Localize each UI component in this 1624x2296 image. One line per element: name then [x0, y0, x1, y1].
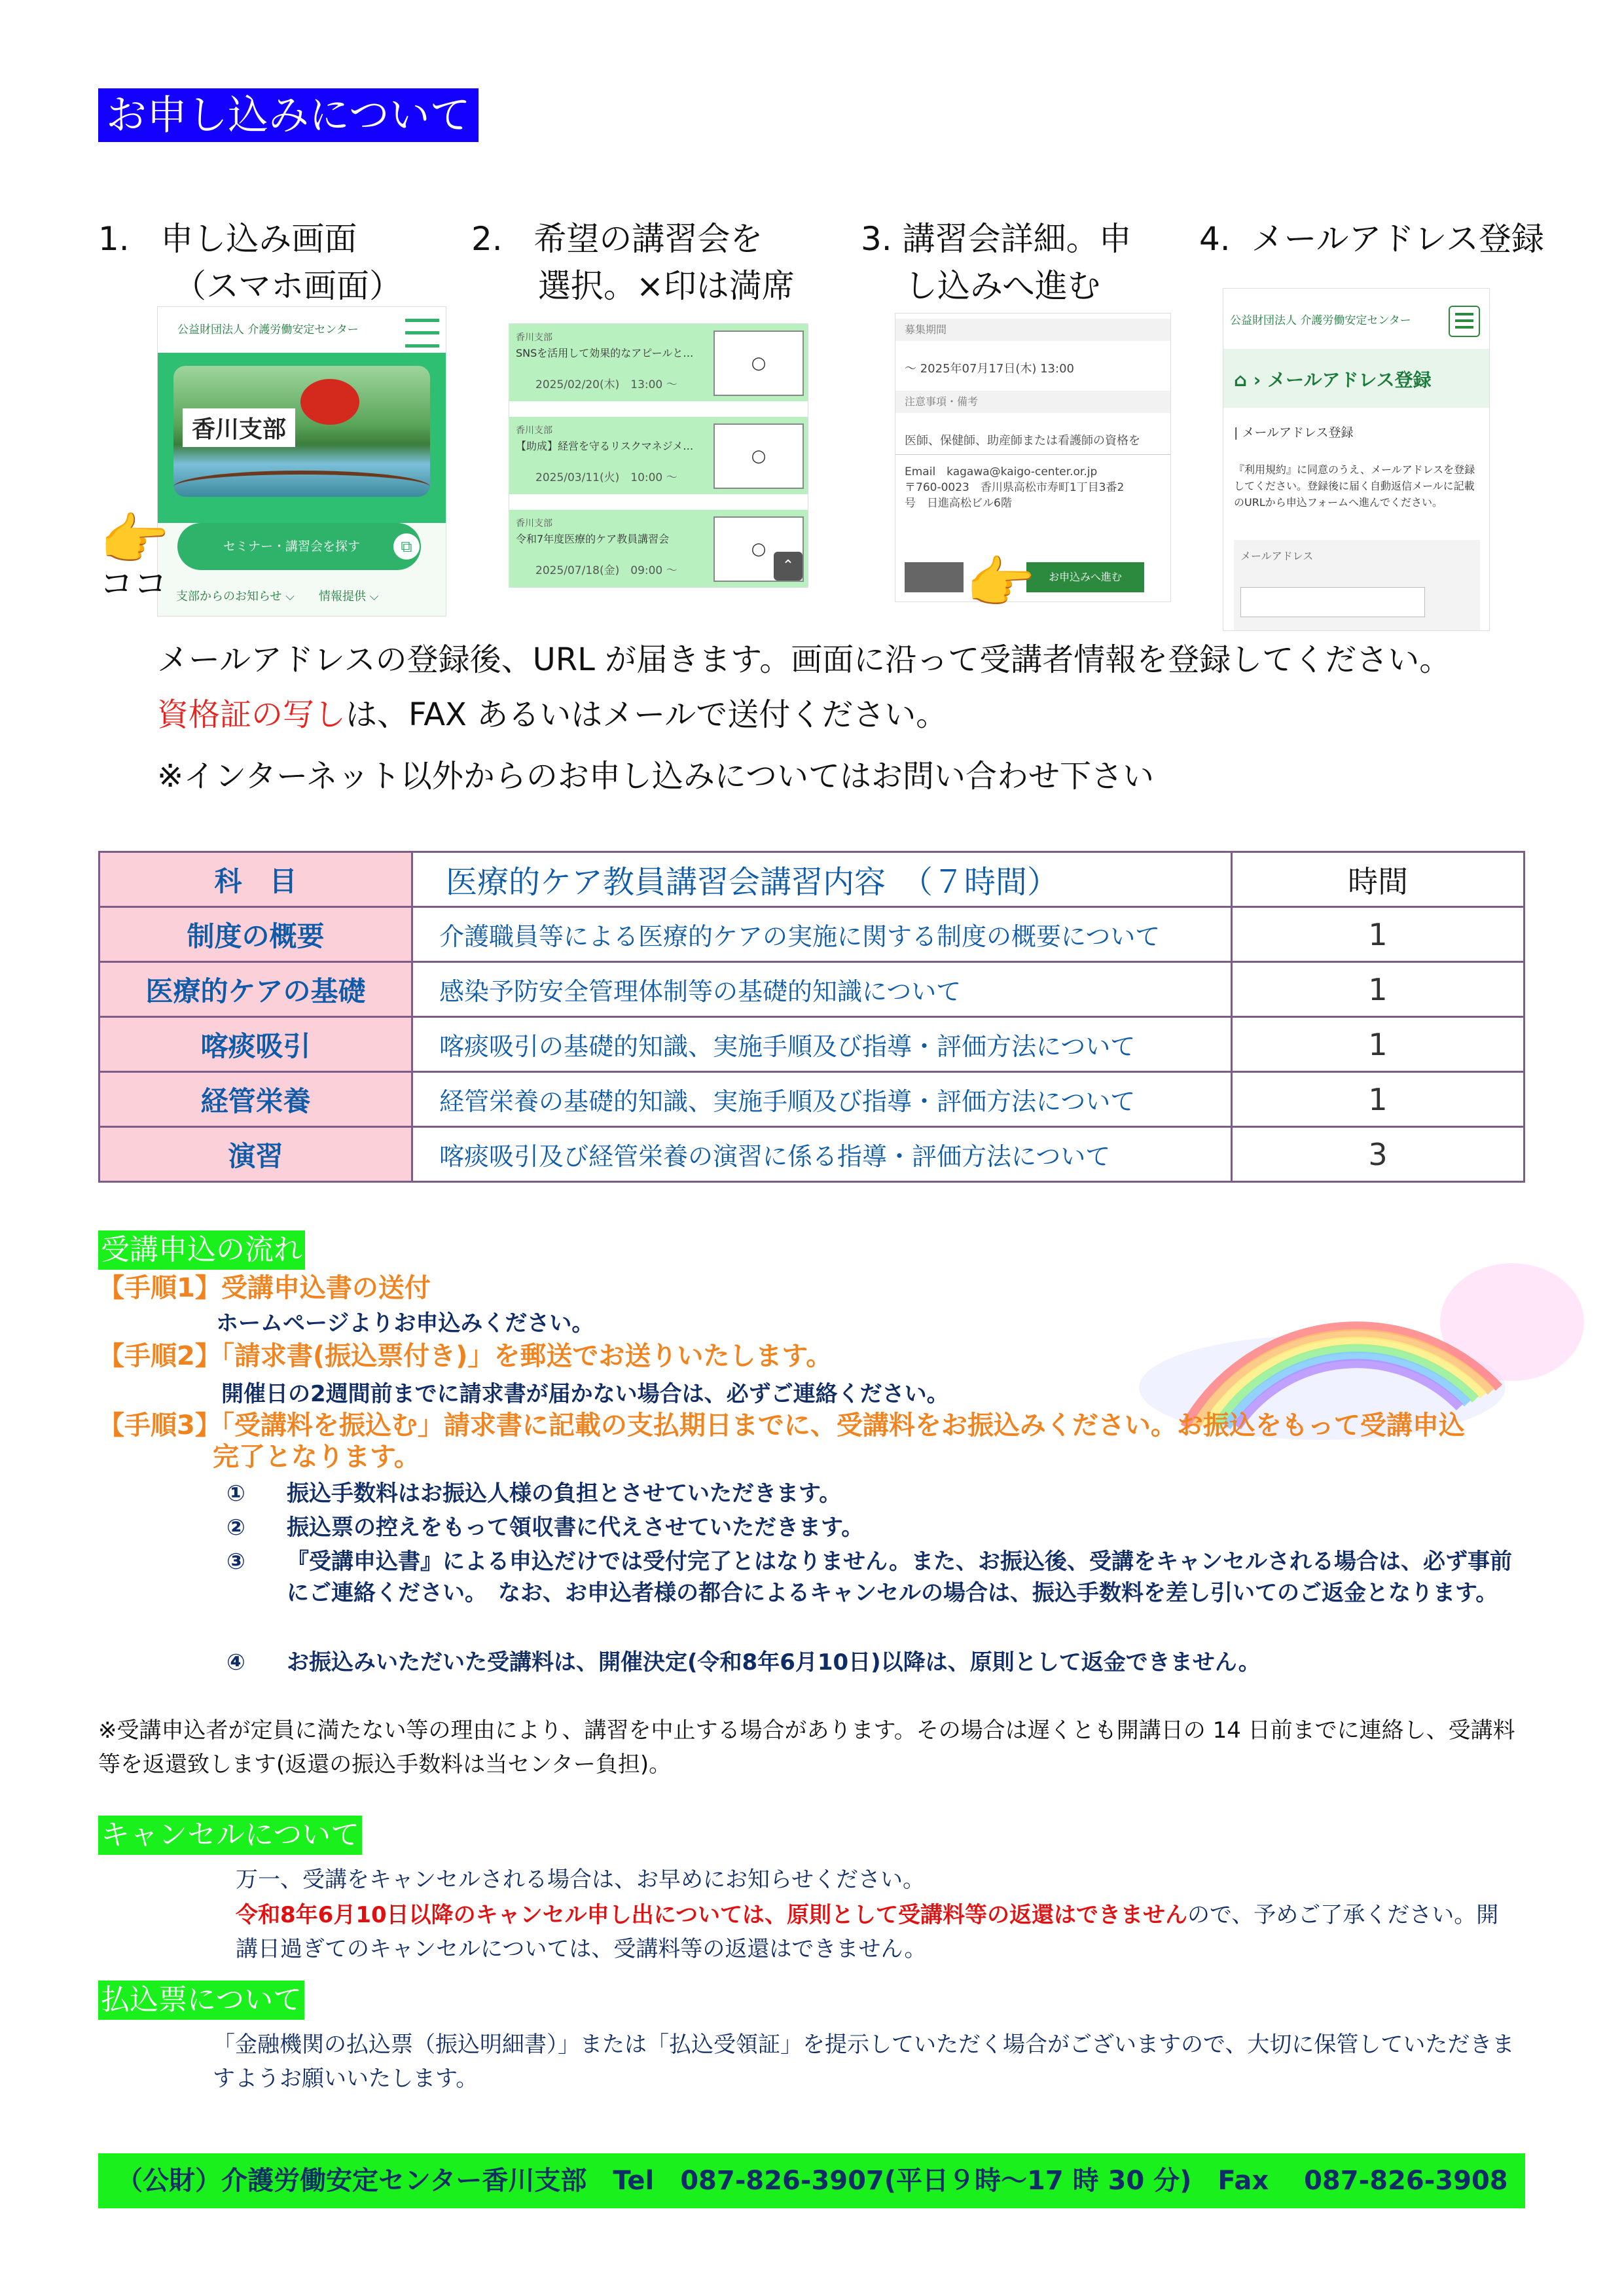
email-heading: ⌂ › メールアドレス登録: [1234, 369, 1432, 391]
step-number: 1.: [98, 220, 130, 258]
flow-item-mark: ③: [226, 1549, 245, 1575]
email-input[interactable]: [1240, 587, 1425, 617]
table-row: [99, 1017, 1525, 1072]
card-branch: 香川支部: [516, 332, 552, 343]
availability-mark: ○: [713, 423, 804, 489]
step-number: 3.: [861, 220, 892, 258]
flow-step-3: 【手順3】「受講料を振込む」請求書に記載の支払期日までに、受講料をお振込みください。お振込をもって受講申込: [98, 1410, 1465, 1441]
koko-label: ココ: [99, 565, 168, 604]
course-card[interactable]: [509, 324, 808, 401]
table-row: [99, 1127, 1525, 1182]
email-field-label: メールアドレス: [1240, 550, 1314, 562]
step-3-label-line2: し込みへ進む: [905, 267, 1100, 305]
flow-item-text: お振込みいただいた受講料は、開催決定(令和8年6月10日)以降は、原則として返金できません。: [287, 1649, 1261, 1676]
heading-text: メールアドレス登録: [1267, 369, 1432, 391]
row-subject: 喀痰吸引: [99, 1017, 412, 1072]
flow-item-text: 振込票の控えをもって領収書に代えさせていただきます。: [287, 1515, 864, 1541]
row-content: 介護職員等による医療的ケアの実施に関する制度の概要について: [412, 907, 1232, 962]
contact-line: 〒760-0023 香川県高松市寿町1丁目3番2: [905, 481, 1125, 494]
flow-step-2: 【手順2】「請求書(振込票付き)」を郵送でお送りいたします。: [98, 1341, 833, 1371]
step-4-label: [1199, 215, 1544, 263]
row-hours: 1: [1232, 907, 1525, 962]
instruction-line-1: メールアドレスの登録後、URL が届きます。画面に沿って受講者情報を登録してください。: [157, 641, 1451, 678]
link-text: 支部からのお知らせ: [176, 590, 282, 603]
card-name: 令和7年度医療的ケア教員講習会: [516, 533, 670, 545]
table-header-row: [99, 852, 1525, 907]
step-number: 2.: [471, 220, 503, 258]
info-link[interactable]: 情報提供 ⌵: [319, 590, 379, 603]
cancel-line-1: 万一、受講をキャンセルされる場合は、お早めにお知らせください。: [236, 1867, 925, 1893]
row-subject: 演習: [99, 1127, 412, 1182]
row-subject: 経管栄養: [99, 1072, 412, 1127]
card-name: SNSを活用して効果的なアピールと…: [516, 347, 694, 359]
org-logo-text: 公益財団法人 介護労働安定センター: [177, 323, 359, 336]
field-label: 注意事項・備考: [895, 391, 1171, 413]
page-title: お申し込みについて: [98, 88, 478, 142]
step-line: 講習会詳細。申: [902, 220, 1132, 258]
footer-text: （公財）介護労働安定センター香川支部 Tel 087-826-3907(平日９時～17 時 30 分) Fax 087-826-3908: [117, 2166, 1508, 2196]
table-row: [99, 907, 1525, 962]
card-branch: 香川支部: [516, 518, 552, 529]
scroll-top-icon[interactable]: ⌃: [774, 552, 803, 581]
step-2-label-line2: 選択。×印は満席: [538, 267, 795, 305]
email-instructions: 『利用規約』に同意のうえ、メールアドレスを登録してください。登録後に届く自動返信メールに記載のURLから申込フォームへ進んでください。: [1234, 463, 1475, 509]
row-subject: 医療的ケアの基礎: [99, 962, 412, 1017]
step-number: 4.: [1199, 220, 1231, 258]
row-content: 喀痰吸引及び経管栄養の演習に係る指導・評価方法について: [412, 1127, 1232, 1182]
field-value: ～ 2025年07月17日(木) 13:00: [905, 362, 1074, 376]
step-line: 申し込み画面: [160, 220, 357, 258]
card-date: 2025/07/18(金) 09:00 ～: [535, 564, 677, 577]
flow-item-text: 『受講申込書』による申込だけでは受付完了とはなりません。また、お振込後、受講をキャンセルされる場合は、必ず事前にご連絡ください。 なお、お申込者様の都合によるキャンセルの場合は、振込手数料を差し引いてのご返金となります。: [287, 1549, 1513, 1606]
flow-step-1: 【手順1】受講申込書の送付: [98, 1273, 431, 1303]
step-line: メールアドレス登録: [1251, 220, 1545, 258]
row-content: 経管栄養の基礎的知識、実施手順及び指導・評価方法について: [412, 1072, 1232, 1127]
slip-text: 「金融機関の払込票（振込明細書）」または「払込受領証」を提示していただく場合がございますので、大切に保管していただきますようお願いいたします。: [213, 2032, 1515, 2092]
flow-item-mark: ④: [226, 1649, 245, 1676]
cancel-policy: [236, 1898, 1519, 1966]
field-label: 募集期間: [895, 319, 1171, 341]
pointing-hand-icon: 👉: [99, 507, 170, 573]
course-table: [98, 851, 1525, 1183]
step-1-label-line2: （スマホ画面）: [173, 267, 402, 305]
org-logo-text: 公益財団法人 介護労働安定センター: [1230, 314, 1411, 327]
cancel-policy-red: 令和8年6月10日以降のキャンセル申し出については、原則として受講料等の返還はできません: [236, 1902, 1187, 1928]
step-line: 希望の講習会を: [533, 220, 763, 258]
row-subject: 制度の概要: [99, 907, 412, 962]
apply-button[interactable]: お申込みへ進む: [1026, 562, 1144, 592]
link-text: 情報提供: [319, 590, 366, 603]
hamburger-menu-icon[interactable]: [405, 319, 439, 348]
screenshot-course-list: [509, 323, 808, 588]
cancel-policy-rest: ので、予めご了承ください。開講日過ぎてのキャンセルについては、受講料等の返還はできません。: [236, 1902, 1499, 1962]
row-hours: 1: [1232, 1072, 1525, 1127]
flow-step-3-cont: 完了となります。: [213, 1442, 420, 1472]
slip-heading: 払込票について: [98, 1981, 304, 2020]
bridge-shape: [173, 471, 430, 503]
screenshot-email-register: [1223, 288, 1490, 631]
course-card[interactable]: [509, 417, 808, 494]
row-content: 感染予防安全管理体制等の基礎的知識について: [412, 962, 1232, 1017]
instruction-line-3: ※インターネット以外からのお申し込みについてはお問い合わせ下さい: [157, 758, 1154, 795]
table-row: [99, 962, 1525, 1017]
branch-name-label: 香川支部: [183, 408, 295, 447]
row-content: 喀痰吸引の基礎的知識、実施手順及び指導・評価方法について: [412, 1017, 1232, 1072]
step-3-label: [861, 215, 1132, 263]
pointing-hand-icon: 👉: [965, 550, 1036, 616]
row-hours: 1: [1232, 1017, 1525, 1072]
step-2-label: [471, 215, 763, 263]
hamburger-menu-icon[interactable]: [1449, 306, 1480, 337]
flow-step-1-note: ホームページよりお申込みください。: [216, 1310, 594, 1336]
field-value: 医師、保健師、助産師または看護師の資格を: [905, 434, 1140, 448]
header-subject: 科 目: [99, 852, 412, 907]
external-link-icon: ⧉: [393, 533, 420, 560]
cancellation-note: ※受講申込者が定員に満たない等の理由により、講習を中止する場合があります。その場合は遅くとも開講日の 14 日前までに連絡し、受講料等を返還致します(返還の振込手数料は当センター負担)。: [98, 1717, 1515, 1778]
flow-item-mark: ②: [226, 1515, 245, 1541]
contact-line: Email kagawa@kaigo-center.or.jp: [905, 465, 1098, 478]
card-date: 2025/02/20(木) 13:00 ～: [535, 378, 677, 391]
flow-item-mark: ①: [226, 1480, 245, 1507]
card-branch: 香川支部: [516, 425, 552, 436]
row-hours: 3: [1232, 1127, 1525, 1182]
red-tree-shape: [300, 379, 359, 425]
header-content: 医療的ケア教員講習会講習内容 （７時間）: [412, 852, 1232, 907]
seminar-search-button[interactable]: セミナー・講習会を探す: [177, 523, 421, 570]
instruction-line-2: [157, 691, 947, 738]
step-1-label: [98, 215, 357, 263]
availability-mark: ○: [713, 516, 804, 582]
availability-mark: ○: [713, 331, 804, 396]
footer-contact: [98, 2153, 1525, 2208]
table-row: [99, 1072, 1525, 1127]
certificate-copy-text: 資格証の写し: [157, 696, 346, 733]
flow-heading: 受講申込の流れ: [98, 1230, 305, 1270]
row-hours: 1: [1232, 962, 1525, 1017]
contact-block: [895, 454, 1170, 520]
back-button[interactable]: [905, 562, 964, 592]
cancel-heading: キャンセルについて: [98, 1816, 362, 1855]
screenshot-mobile-top: [157, 306, 446, 617]
card-name: 【助成】経営を守るリスクマネジメ…: [516, 440, 694, 452]
instruction-text: は、FAX あるいはメールで送付ください。: [346, 696, 948, 733]
email-subheading: | メールアドレス登録: [1234, 425, 1354, 440]
course-card[interactable]: [509, 510, 808, 587]
card-date: 2025/03/11(火) 10:00 ～: [535, 471, 677, 484]
flow-step-2-note: 開催日の2週間前までに請求書が届かない場合は、必ずご連絡ください。: [221, 1381, 949, 1407]
contact-line: 号 日進高松ビル6階: [905, 497, 1012, 510]
header-hours: 時間: [1232, 852, 1525, 907]
branch-news-link[interactable]: 支部からのお知らせ ⌵: [176, 590, 295, 603]
flow-item-text: 振込手数料はお振込人様の負担とさせていただきます。: [287, 1480, 842, 1507]
